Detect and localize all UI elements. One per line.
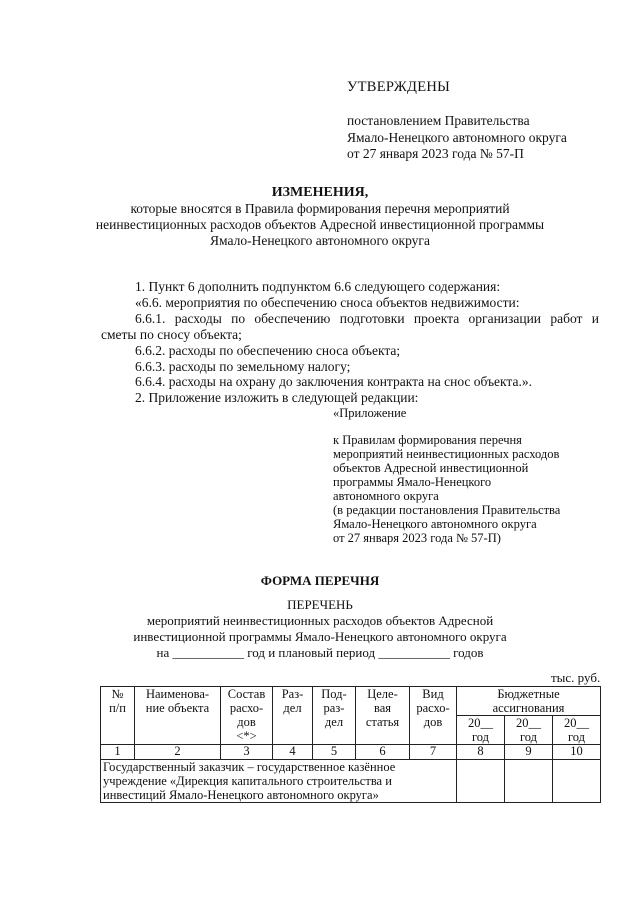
changes-heading: ИЗМЕНЕНИЯ, — [271, 185, 369, 200]
appendix-line-5: автономного округа — [333, 489, 439, 503]
approval-title: УТВЕРЖДЕНЫ — [347, 79, 451, 95]
list-title: ПЕРЕЧЕНЬ — [287, 597, 353, 612]
changes-subtitle-3: Ямало-Ненецкого автономного округа — [210, 233, 430, 248]
header-no: № п/п — [101, 687, 135, 745]
header-year-3: 20__ год — [553, 716, 601, 745]
approval-line-2: Ямало-Ненецкого автономного округа — [347, 130, 567, 145]
column-number: 2 — [135, 745, 221, 760]
paragraph-2: «6.6. мероприятия по обеспечению сноса объектов недвижимости: — [135, 295, 520, 310]
column-number: 3 — [221, 745, 273, 760]
customer-row — [101, 760, 601, 803]
approval-line-3: от 27 января 2023 года № 57-П — [347, 146, 524, 161]
column-number-row — [101, 745, 601, 760]
changes-subtitle-2: неинвестиционных расходов объектов Адресной инвестиционной программы — [95, 217, 545, 232]
column-number: 1 — [101, 745, 135, 760]
column-number: 6 — [356, 745, 410, 760]
appendix-line-1: к Правилам формирования перечня — [333, 433, 522, 447]
column-number: 9 — [505, 745, 553, 760]
list-line-3: на ___________ год и плановый период ___________ годов — [156, 645, 484, 660]
header-budget: Бюджетные ассигнования — [457, 687, 601, 716]
paragraph-4: 6.6.2. расходы по обеспечению сноса объекта; — [135, 343, 401, 358]
header-year-1: 20__ год — [457, 716, 505, 745]
appendix-line-8: от 27 января 2023 года № 57-П) — [333, 531, 501, 545]
header-composition: Состав расхо- дов <*> — [221, 687, 273, 745]
appendix-label: «Приложение — [333, 406, 407, 420]
customer-year-2-cell — [505, 760, 553, 803]
appendix-line-4: программы Ямало-Ненецкого — [333, 475, 492, 489]
paragraph-1: 1. Пункт 6 дополнить подпунктом 6.6 следующего содержания: — [135, 279, 501, 294]
column-number: 8 — [457, 745, 505, 760]
table-header-row — [101, 687, 601, 716]
paragraph-6: 6.6.4. расходы на охрану до заключения контракта на снос объекта.». — [135, 374, 532, 389]
column-number: 7 — [410, 745, 457, 760]
header-section: Раз- дел — [273, 687, 313, 745]
header-type: Вид расхо- дов — [410, 687, 457, 745]
customer-year-3-cell — [553, 760, 601, 803]
header-year-2: 20__ год — [505, 716, 553, 745]
appendix-line-7: Ямало-Ненецкого автономного округа — [333, 517, 537, 531]
expenses-table — [100, 686, 601, 803]
approval-line-1: постановлением Правительства — [347, 113, 530, 128]
customer-cell: Государственный заказчик – государственное казённое учреждение «Дирекция капитального строительства и инвестиций Ямало-Ненецкого автономного округа» — [101, 760, 457, 803]
unit-label: тыс. руб. — [551, 670, 601, 685]
appendix-line-2: мероприятий неинвестиционных расходов — [333, 447, 560, 461]
paragraph-3-line-1: 6.6.1. расходы по обеспечению подготовки проекта организации работ и — [135, 311, 599, 326]
column-number: 10 — [553, 745, 601, 760]
column-number: 5 — [313, 745, 356, 760]
changes-subtitle-1: которые вносятся в Правила формирования перечня мероприятий — [130, 201, 510, 216]
form-title: ФОРМА ПЕРЕЧНЯ — [260, 573, 380, 588]
paragraph-3-line-2: сметы по сносу объекта; — [101, 327, 242, 342]
column-number: 4 — [273, 745, 313, 760]
customer-year-1-cell — [457, 760, 505, 803]
appendix-line-3: объектов Адресной инвестиционной — [333, 461, 529, 475]
list-line-2: инвестиционной программы Ямало-Ненецкого автономного округа — [133, 629, 507, 644]
list-line-1: мероприятий неинвестиционных расходов объектов Адресной — [146, 613, 494, 628]
header-subsection: Под- раз- дел — [313, 687, 356, 745]
paragraph-5: 6.6.3. расходы по земельному налогу; — [135, 359, 351, 374]
header-name: Наименова- ние объекта — [135, 687, 221, 745]
appendix-line-6: (в редакции постановления Правительства — [333, 503, 561, 517]
header-article: Целе- вая статья — [356, 687, 410, 745]
paragraph-7: 2. Приложение изложить в следующей редакции: — [135, 390, 419, 405]
